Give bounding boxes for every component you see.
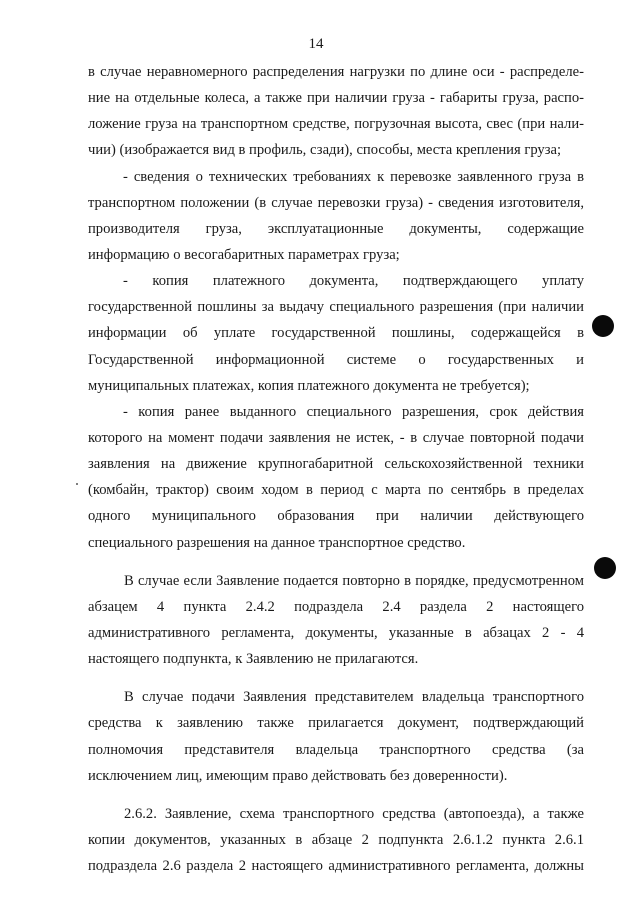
text-line: (комбайн, трактор) своим ходом в период с марта по сентябрь в пределах <box>88 482 584 499</box>
text-line: Государственной информационной системе о государственных и <box>88 351 584 368</box>
text-line: - копия ранее выданного специального разрешения, срок действия <box>123 403 584 420</box>
text-line: В случае подачи Заявления представителем владельца транспортного <box>124 689 584 706</box>
text-line: информацию о весогабаритных параметрах груза; <box>88 246 400 263</box>
text-line: абзацем 4 пункта 2.4.2 подраздела 2.4 раздела 2 настоящего <box>88 598 584 615</box>
text-line: информации об уплате государственной пошлины, содержащейся в <box>88 325 584 342</box>
text-line: которого на момент подачи заявления не истек, - в случае повторной подачи <box>88 429 584 446</box>
text-line: чии) (изображается вид в профиль, сзади), способы, места крепления груза; <box>88 142 562 159</box>
text-line: муниципальных платежах, копия платежного документа не требуется); <box>88 377 530 394</box>
document-body <box>88 59 584 879</box>
text-line: транспортном положении (в случае перевозки груза) - сведения изготовителя, <box>88 194 584 211</box>
text-line: производителя груза, эксплуатационные документы, содержащие <box>88 220 584 237</box>
scan-speck <box>76 483 78 485</box>
text-line: копии документов, указанных в абзаце 2 подпункта 2.6.1.2 пункта 2.6.1 <box>88 831 584 848</box>
text-line: - сведения о технических требованиях к перевозке заявленного груза в <box>123 168 584 185</box>
text-line: государственной пошлины за выдачу специального разрешения (при наличии <box>88 299 584 316</box>
punch-hole-mark <box>592 315 614 337</box>
text-line: административного регламента, документы, указанные в абзацах 2 - 4 <box>88 624 584 641</box>
text-line: специального разрешения на данное транспортное средство. <box>88 534 466 551</box>
text-line: настоящего подпункта, к Заявлению не прилагаются. <box>88 651 419 668</box>
text-line: ние на отдельные колеса, а также при наличии груза - габариты груза, распо- <box>88 90 584 107</box>
text-line: исключением лиц, имеющим право действовать без доверенности). <box>88 767 508 784</box>
text-line: заявления на движение крупногабаритной сельскохозяйственной техники <box>88 456 584 473</box>
text-line: ложение груза на транспортном средстве, погрузочная высота, свес (при нали- <box>88 116 584 133</box>
text-line: средства к заявлению также прилагается документ, подтверждающий <box>88 715 584 732</box>
text-line: в случае неравномерного распределения нагрузки по длине оси - распределе- <box>88 64 584 80</box>
text-line: - копия платежного документа, подтверждающего уплату <box>123 273 584 290</box>
page-number: 14 <box>308 36 324 52</box>
text-line: полномочия представителя владельца транспортного средства (за <box>88 741 584 758</box>
text-line: 2.6.2. Заявление, схема транспортного средства (автопоезда), а также <box>124 805 584 822</box>
text-line: подраздела 2.6 раздела 2 настоящего административного регламента, должны <box>88 858 584 875</box>
punch-hole-mark <box>594 557 616 579</box>
text-line: В случае если Заявление подается повторно в порядке, предусмотренном <box>124 572 584 589</box>
text-line: одного муниципального образования при наличии действующего <box>88 508 584 525</box>
